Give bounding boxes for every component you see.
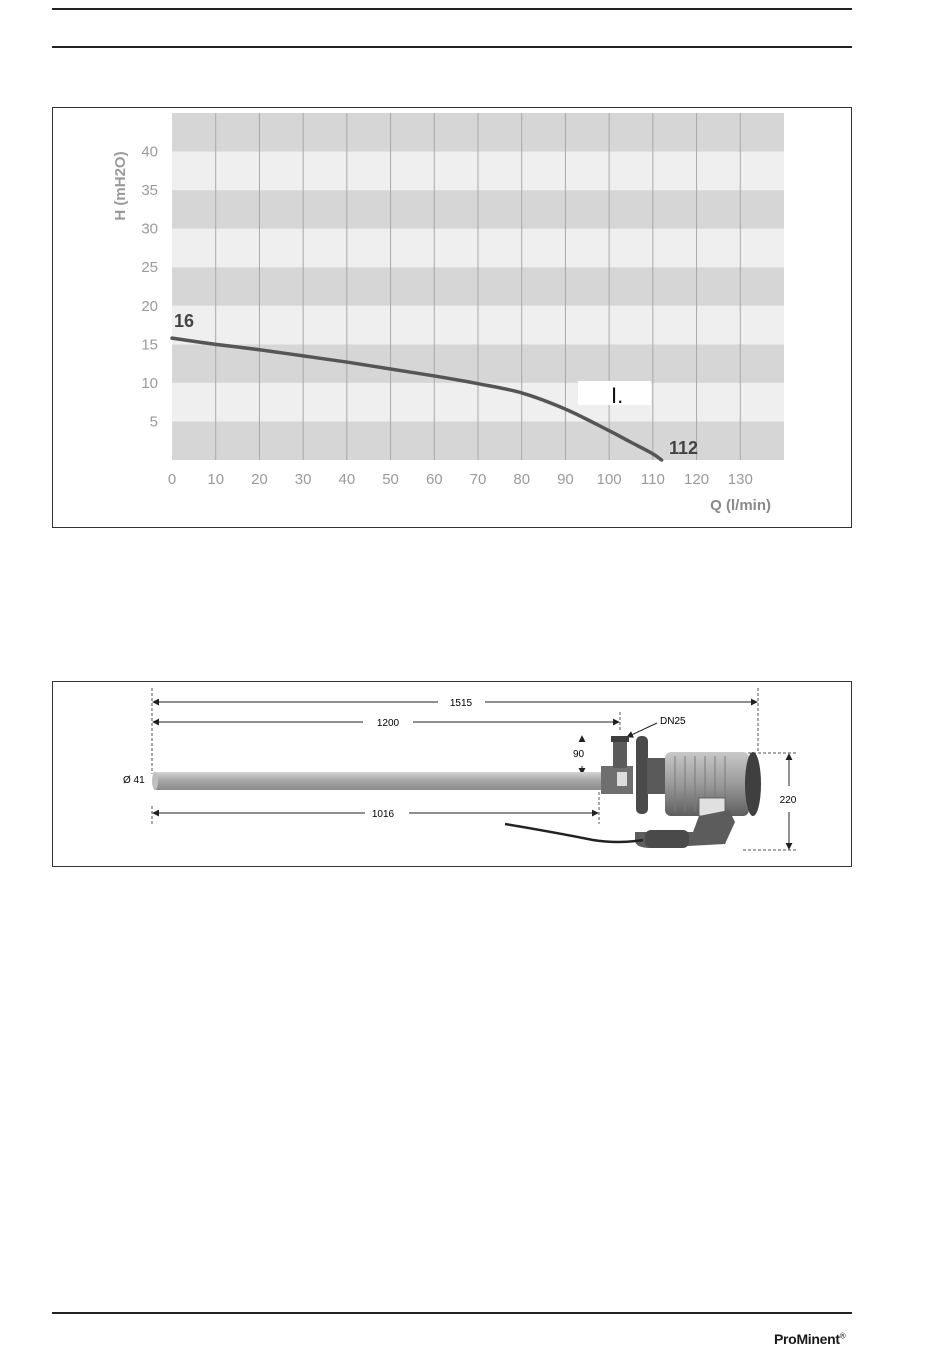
- y-tick-label: 25: [141, 259, 158, 277]
- x-tick-label: 30: [294, 471, 312, 488]
- outlet-cap: [611, 736, 629, 742]
- x-axis-label: Q (l/min): [710, 497, 771, 514]
- dimension-90: 90: [573, 749, 585, 760]
- dimension-220: 220: [779, 795, 797, 806]
- y-tick-label: 5: [149, 413, 158, 431]
- x-tick-label: 0: [167, 471, 177, 488]
- x-tick-label: 40: [338, 471, 356, 488]
- pump-curve-chart: [53, 108, 851, 527]
- pump-dimension-drawing: [53, 682, 851, 866]
- x-tick-label: 80: [513, 471, 531, 488]
- dimension-total-length: [153, 698, 757, 709]
- dimension-1515: 1515: [449, 698, 473, 709]
- y-tick-label: 20: [141, 297, 158, 315]
- flange: [636, 736, 648, 814]
- dimension-motor-height: [780, 754, 797, 849]
- x-tick-label: 20: [251, 471, 268, 488]
- brand-logo-text: ProMinent: [774, 1331, 840, 1347]
- dimension-immersion-length: [153, 718, 619, 729]
- x-tick-label: 90: [557, 471, 574, 488]
- brand-logo: [774, 1331, 845, 1347]
- curve-start-label: 16: [174, 311, 195, 331]
- dn25-leader: [627, 723, 657, 737]
- x-tick-label: 60: [425, 471, 443, 488]
- x-tick-label: 50: [382, 471, 399, 488]
- x-tick-label: 120: [684, 471, 710, 488]
- y-tick-label: 15: [141, 336, 158, 354]
- warning-label: [617, 772, 627, 786]
- brand-logo-mark: ®: [839, 1331, 846, 1341]
- dimension-1016: 1016: [371, 809, 395, 820]
- curve-tag-label: I.: [611, 383, 624, 408]
- outlet-connection-label: DN25: [660, 716, 686, 727]
- y-tick-label: 10: [141, 374, 158, 392]
- y-axis-label: H (mH2O): [112, 151, 129, 221]
- header-rule-top: [52, 8, 852, 10]
- y-tick-label: 35: [141, 182, 158, 200]
- tube-diameter-label: Ø 41: [123, 775, 145, 786]
- x-tick-label: 110: [640, 471, 665, 488]
- pump-curve-panel: [52, 107, 852, 528]
- x-tick-labels: [168, 471, 753, 488]
- pump-tube: [154, 772, 606, 790]
- y-tick-labels: [141, 144, 158, 431]
- footer-rule: [52, 1312, 852, 1314]
- coupling: [647, 758, 667, 794]
- y-tick-label: 40: [141, 143, 158, 161]
- handle-grip: [645, 830, 689, 848]
- x-tick-label: 70: [469, 471, 487, 488]
- dimension-tube-length: [153, 809, 598, 820]
- outlet-nozzle: [613, 738, 627, 768]
- x-tick-label: 100: [596, 471, 622, 488]
- y-tick-label: 30: [141, 220, 158, 238]
- x-tick-label: 10: [207, 471, 225, 488]
- tube-end: [152, 772, 158, 790]
- motor-end-cap: [745, 752, 761, 816]
- dimension-1200: 1200: [376, 718, 400, 729]
- power-cable: [505, 824, 643, 842]
- x-tick-label: 130: [727, 471, 753, 488]
- header-rule-bottom: [52, 46, 852, 48]
- dimension-drawing-panel: [52, 681, 852, 867]
- curve-end-label: 112: [669, 438, 699, 458]
